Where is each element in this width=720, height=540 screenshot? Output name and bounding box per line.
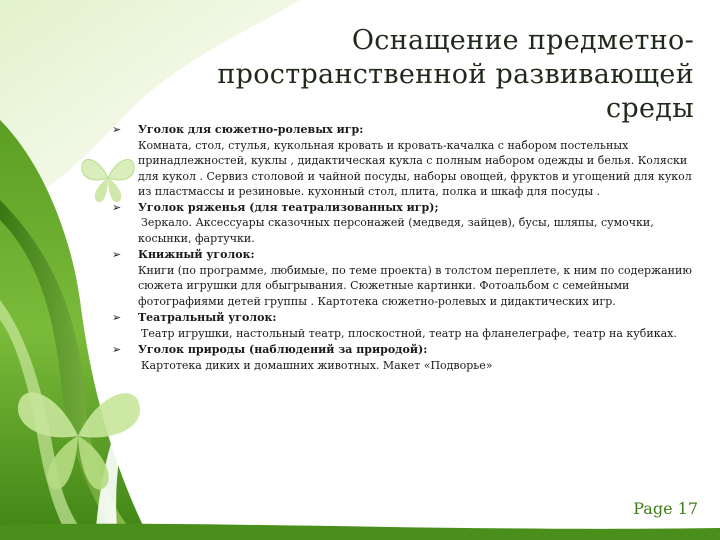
arrow-bullet-icon: ➢ [112, 123, 122, 136]
item-title: Театральный уголок: [138, 311, 277, 324]
list-item [112, 247, 692, 309]
item-title: Уголок ряженья (для театрализованных игр); [138, 200, 439, 214]
item-text: Книги (по программе, любимые, по теме проекта) в толстом переплете, к ним по содержанию сюжета игрушки для обыгрывания. Сюжетные картинки. Фотоальбом с семейными фотографиями детей группы . Картотека сюжетно-ролевых и дидактических игр. [138, 263, 692, 308]
title-line-3: среды [606, 93, 694, 124]
item-title: Книжный уголок: [138, 248, 255, 261]
item-text: Театр игрушки, настольный театр, плоскостной, театр на фланелеграфе, театр на кубиках. [141, 326, 677, 340]
arrow-bullet-icon: ➢ [112, 343, 122, 356]
list-item [112, 342, 692, 373]
item-text: Зеркало. Аксессуары сказочных персонажей (медведя, зайцев), бусы, шляпы, сумочки, косынки, фартучки. [138, 216, 654, 245]
list-item [112, 200, 692, 247]
item-text: Картотека диких и домашних животных. Макет «Подворье» [141, 358, 493, 372]
item-title: Уголок природы (наблюдений за природой): [138, 343, 428, 356]
page-title [134, 24, 694, 126]
butterfly-large-icon [8, 372, 146, 500]
page-number: Page 17 [633, 499, 698, 518]
arrow-bullet-icon: ➢ [112, 311, 122, 324]
title-line-1: Оснащение предметно- [351, 25, 694, 56]
item-text: Комната, стол, стулья, кукольная кровать и кровать-качалка с набором постельных принадлежностей, куклы , дидактическая кукла с полным набором одежды и белья. Коляски для кукол . Сервиз столовой и чайной посуды, наборы овощей, фруктов и угощений для кукол из пластмассы и резиновые. кухонный стол, плита, полка и шкаф для посуды . [138, 138, 692, 198]
arrow-bullet-icon: ➢ [112, 248, 122, 261]
arrow-bullet-icon: ➢ [112, 200, 122, 214]
content-list [112, 122, 692, 373]
title-line-2: пространственной развивающей [217, 59, 694, 90]
list-item [112, 122, 692, 200]
item-title: Уголок для сюжетно-ролевых игр: [138, 123, 364, 136]
list-item [112, 310, 692, 341]
